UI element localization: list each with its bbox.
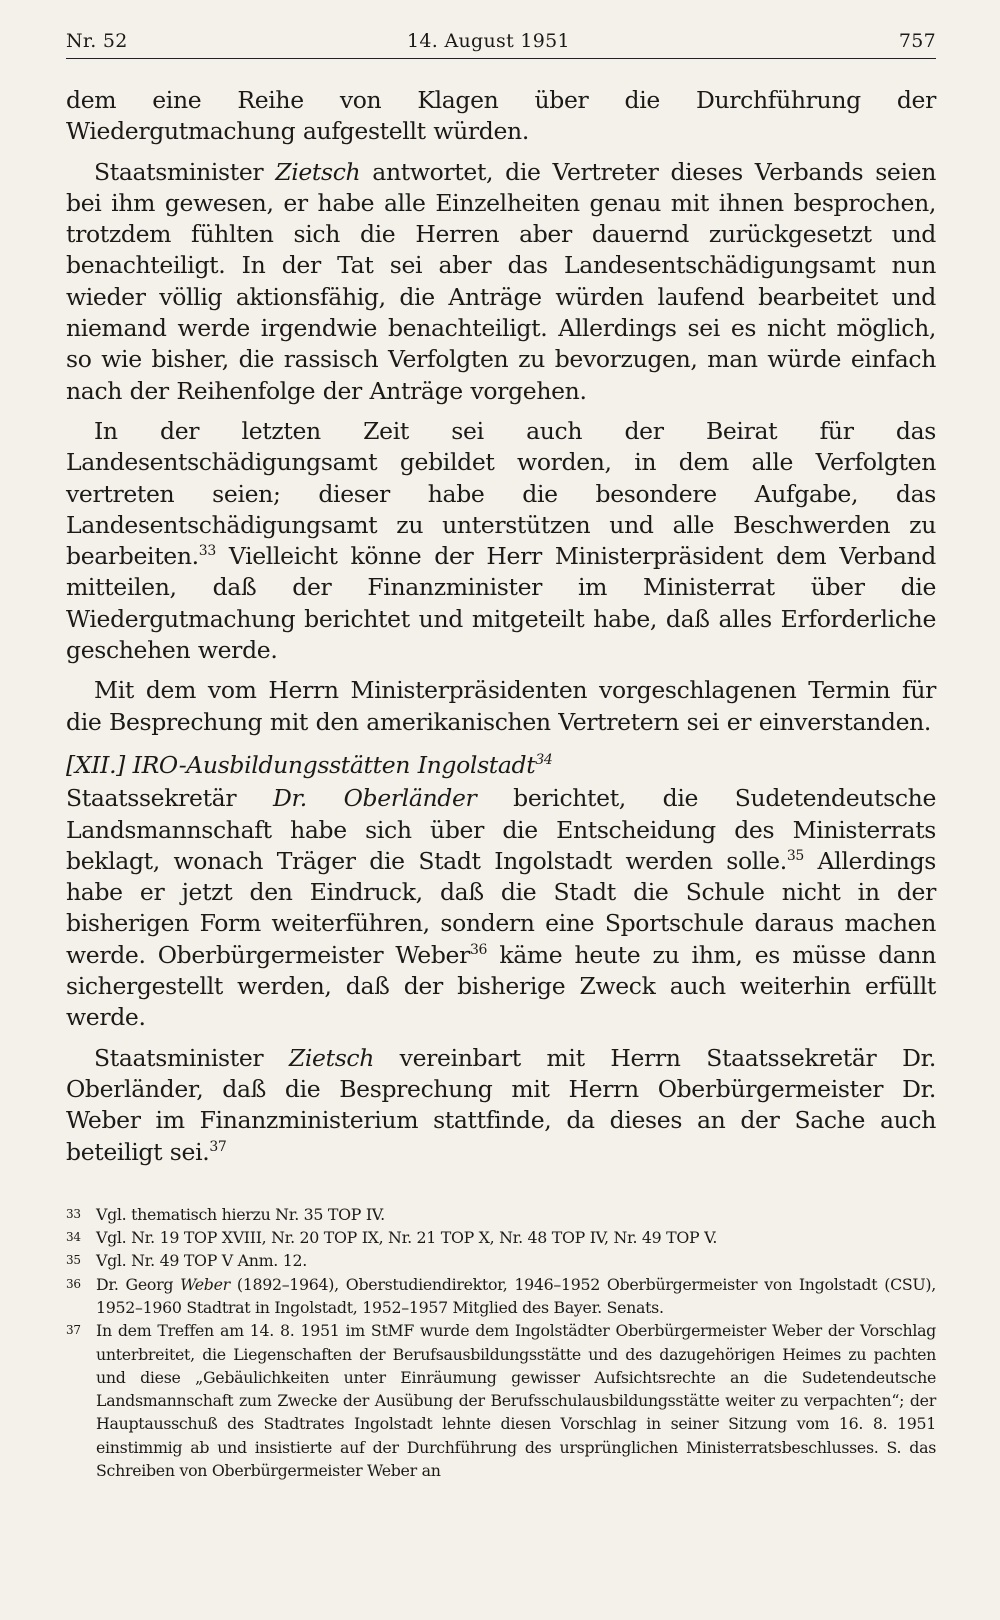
- footnote-ref: 35: [786, 847, 804, 864]
- paragraph: dem eine Reihe von Klagen über die Durchführung der Wiedergutmachung aufgestellt würden.: [66, 86, 936, 146]
- footnote-number: 37: [66, 1323, 81, 1338]
- footnote-ref: 37: [209, 1138, 227, 1155]
- paragraph: Staatsminister Zietsch antwortet, die Vertreter dieses Verbands seien bei ihm gewesen, er habe alle Einzelheiten genau mit ihnen besprochen, trotzdem fühlten sich die Herren aber dauernd zurückgesetzt und benachteiligt. In der Tat sei aber das Landesentschädigungsamt nun wieder völlig aktionsfähig, die Anträge würden laufend bearbeitet und niemand werde irgendwie benachteiligt. Allerdings sei es nicht möglich, so wie bisher, die rassisch Verfolgten zu bevorzugen, man würde einfach nach der Reihenfolge der Anträge vorgehen.: [66, 157, 936, 405]
- footnote: 34 Vgl. Nr. 19 TOP XVIII, Nr. 20 TOP IX, Nr. 21 TOP X, Nr. 48 TOP IV, Nr. 49 TOP V.: [66, 1226, 936, 1249]
- speaker-name: Zietsch: [275, 157, 361, 186]
- footnote: 33 Vgl. thematisch hierzu Nr. 35 TOP IV.: [66, 1203, 936, 1226]
- speaker-name: Zietsch: [288, 1043, 375, 1072]
- speaker-name: Dr. Oberländer: [272, 784, 477, 813]
- paragraph: In der letzten Zeit sei auch der Beirat für das Landesentschädigungsamt gebildet worden, in dem alle Verfolgten vertreten seien; dieser habe die besondere Aufgabe, das Landesentschädigungsamt zu unterstützen und alle Beschwerden zu bearbeiten.$^{33}$ Vielleicht könne der Herr Ministerpräsident dem Verband mitteilen, daß der Finanzminister im Ministerrat über die Wiedergutmachung berichtet und mitgeteilt habe, daß alles Erforderliche geschehen werde.: [66, 416, 936, 665]
- footnote: 36 Dr. Georg Weber (1892–1964), Oberstudiendirektor, 1946–1952 Oberbürgermeister von Ingolstadt (CSU), 1952–1960 Stadtrat in Ingolstadt, 1952–1957 Mitglied des Bayer. Senats.: [66, 1273, 936, 1320]
- running-header: [66, 30, 936, 59]
- document-page: [66, 30, 936, 1482]
- footnote-ref: 33: [198, 543, 216, 560]
- footnote: 35 Vgl. Nr. 49 TOP V Anm. 12.: [66, 1249, 936, 1272]
- paragraph: Staatssekretär Dr. Oberländer berichtet, die Sudetendeutsche Landsmannschaft habe sich über die Entscheidung des Ministerrats beklagt, wonach Träger die Stadt Ingolstadt werden solle.$^{35}$ Allerdings habe er jetzt den Eindruck, daß die Stadt die Schule nicht in der bisherigen Form weiterführen, sondern eine Sportschule daraus machen werde. Oberbürgermeister Weber$^{36}$ käme heute zu ihm, es müsse dann sichergestellt werden, daß der bisherige Zweck auch weiterhin erfüllt werde.: [66, 784, 937, 1032]
- footnote-number: 34: [66, 1230, 81, 1245]
- page-number: 757: [898, 30, 936, 52]
- footnote-number: 33: [66, 1206, 81, 1221]
- footnotes: [66, 1203, 936, 1483]
- section-heading: [XII.] IRO-Ausbildungsstätten Ingolstadt$^{34}$: [66, 750, 553, 779]
- main-text: [66, 85, 936, 1168]
- footnote: 37 In dem Treffen am 14. 8. 1951 im StMF wurde dem Ingolstädter Oberbürgermeister Weber der Vorschlag unterbreitet, die Liegenschaften der Berufsausbildungsstätte und des dazugehörigen Heimes zu pachten und diese „Gebäulichkeiten unter Einräumung gewisser Aufsichtsrechte an die Sudetendeutsche Landsmannschaft zum Zwecke der Ausübung der Berufsschulausbildungsstätte weiter zu verpachten“; der Hauptausschuß des Stadtrates Ingolstadt lehnte diesen Vorschlag in seiner Sitzung vom 16. 8. 1951 einstimmig ab und insistierte auf der Durchführung des ursprünglichen Ministerratsbeschlusses. S. das Schreiben von Oberbürgermeister Weber an: [66, 1319, 936, 1482]
- footnote-ref: 34: [535, 751, 553, 768]
- footnote-number: 36: [66, 1276, 81, 1291]
- header-date: 14. August 1951: [407, 30, 570, 52]
- issue-number: Nr. 52: [66, 30, 128, 52]
- paragraph: Staatsminister Zietsch vereinbart mit Herrn Staatssekretär Dr. Oberländer, daß die Besprechung mit Herrn Oberbürgermeister Dr. Weber im Finanzministerium stattfinde, da dieses an der Sache auch beteiligt sei.$^{37}$: [66, 1043, 936, 1166]
- footnote-ref: 36: [470, 941, 488, 958]
- paragraph: Mit dem vom Herrn Ministerpräsidenten vorgeschlagenen Termin für die Besprechung mit den amerikanischen Vertretern sei er einverstanden.: [66, 676, 936, 736]
- footnote-number: 35: [66, 1253, 81, 1268]
